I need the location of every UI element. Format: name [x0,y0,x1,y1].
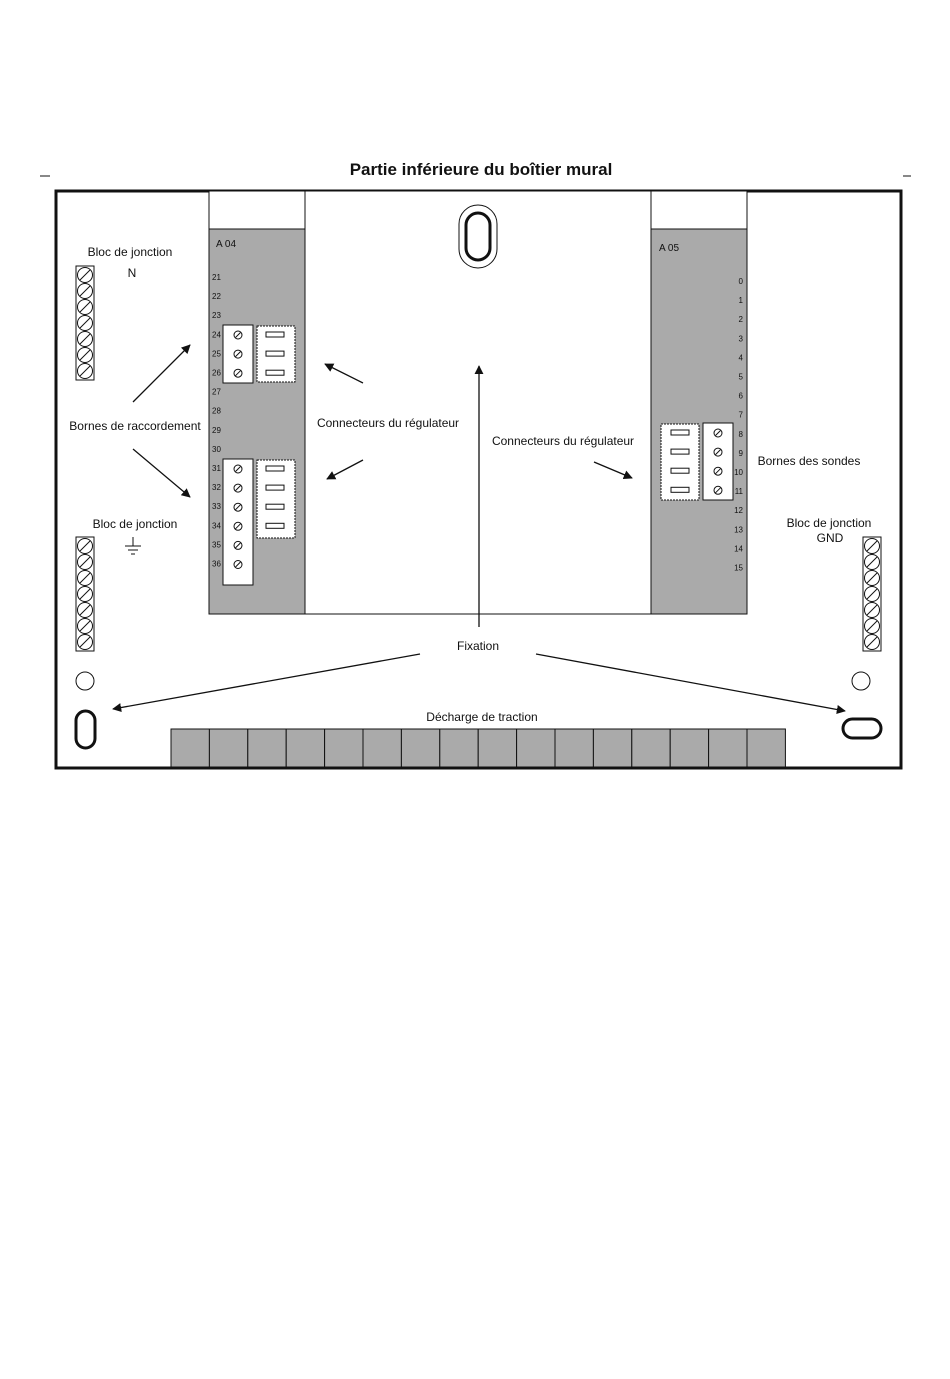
strain-relief-cell-11 [555,729,593,767]
a04-lower-plug-pin-4 [266,523,284,528]
a04-terminal-32: 32 [212,483,221,493]
jb-n-screw-6 [78,348,93,363]
label-bornes-raccordement: Bornes de raccordement [69,419,201,433]
fixing-slot-left [76,711,95,748]
a04-upper-plug-pin-2 [266,351,284,356]
a04-terminal-28: 28 [212,406,221,416]
jb-n-screw-4 [78,316,93,331]
jb-earth-screw-4 [78,587,93,602]
strain-relief-cell-7 [401,729,439,767]
a05-terminal-9: 9 [738,448,743,458]
a04-lower-screw-3 [234,503,242,511]
top-slot-hole [459,205,497,268]
jb-gnd-screw-4 [865,587,880,602]
a05-terminal-7: 7 [738,410,743,420]
module-a04 [209,191,305,614]
a05-terminal-1: 1 [738,296,743,306]
a04-upper-screw-3 [234,369,242,377]
a04-terminal-33: 33 [212,502,221,512]
a04-terminal-21: 21 [212,273,221,282]
strain-relief-cell-1 [171,729,209,767]
a04-upper-plug-pin-1 [266,332,284,337]
strain-relief-cell-13 [632,729,670,767]
jb-n-screw-5 [78,332,93,347]
label-connecteurs-right: Connecteurs du régulateur [491,434,635,448]
junction-block-earth [76,537,94,651]
a04-terminal-31: 31 [212,464,221,473]
a05-screw-2 [714,448,722,456]
jb-gnd-screw-7 [865,635,880,650]
jb-n-screw-3 [78,300,93,315]
a05-terminal-5: 5 [738,372,743,382]
a05-terminal-4: 4 [738,353,743,363]
strain-relief-cell-10 [517,729,555,767]
label-decharge-traction: Décharge de traction [426,710,538,724]
a05-screw-1 [714,429,722,437]
mounting-hole-right [852,672,870,690]
strain-relief-cell-6 [363,729,401,767]
a04-terminal-26: 26 [212,368,221,378]
jb-earth-screw-7 [78,635,93,650]
strain-relief-cells [171,729,785,767]
strain-relief-cell-3 [248,729,286,767]
a05-terminal-3: 3 [738,334,743,344]
a04-lower-screw-4 [234,522,242,530]
jb-earth-screw-5 [78,603,93,618]
strain-relief-cell-8 [440,729,478,767]
jb-gnd-screw-2 [865,555,880,570]
module-a05 [651,191,747,614]
jb-gnd-screw-1 [865,539,880,554]
junction-block-gnd [863,537,881,651]
a05-terminal-11: 11 [734,487,743,497]
jb-earth-screw-6 [78,619,93,634]
jb-gnd-screw-5 [865,603,880,618]
jb-earth-screw-2 [78,555,93,570]
strain-relief-cell-9 [478,729,516,767]
strain-relief-cell-14 [670,729,708,767]
jb-earth-screw-1 [78,539,93,554]
a05-terminal-14: 14 [734,544,743,554]
strain-relief-cell-2 [209,729,247,767]
a05-plug-pin-1 [671,430,689,435]
label-bloc-jonction-earth: Bloc de jonction [92,517,178,531]
a05-plug-pin-4 [671,487,689,492]
a05-terminal-13: 13 [734,525,743,535]
a04-terminal-35: 35 [212,540,221,550]
a04-upper-plug-pin-3 [266,370,284,375]
a05-terminal-0: 0 [738,277,743,286]
module-a05-label: A 05 [659,243,680,254]
a04-upper-screw-2 [234,350,242,358]
a05-plug-pin-3 [671,468,689,473]
jb-gnd-screw-6 [865,619,880,634]
label-bloc-jonction-gnd: Bloc de jonction [786,516,872,530]
a04-screws-upper [234,331,242,377]
mounting-hole-left [76,672,94,690]
strain-relief-cell-4 [286,729,324,767]
a04-terminal-34: 34 [212,521,221,531]
a04-terminal-22: 22 [212,292,221,302]
a04-lower-screw-5 [234,541,242,549]
a05-terminal-10: 10 [734,468,743,477]
label-bornes-sondes: Bornes des sondes [757,454,861,468]
a04-lower-plug-pin-1 [266,466,284,471]
label-n: N [127,266,137,280]
label-fixation: Fixation [456,639,500,653]
junction-block-n [76,266,94,380]
a04-terminal-24: 24 [212,330,221,340]
label-bloc-jonction-n: Bloc de jonction [87,245,173,259]
a05-terminal-8: 8 [738,429,743,439]
a04-lower-plug-pin-2 [266,485,284,490]
a05-terminal-2: 2 [738,315,743,325]
a05-screw-3 [714,467,722,475]
a04-terminal-36: 36 [212,559,221,569]
jb-n-screw-1 [78,268,93,283]
jb-n-screw-2 [78,284,93,299]
a05-terminal-6: 6 [738,391,743,401]
a04-lower-plug-pin-3 [266,504,284,509]
jb-n-screw-7 [78,364,93,379]
a05-terminal-12: 12 [734,506,743,516]
a04-terminal-29: 29 [212,425,221,435]
a05-plug-pin-2 [671,449,689,454]
strain-relief-cell-12 [593,729,631,767]
strain-relief-cell-16 [747,729,785,767]
a04-terminal-25: 25 [212,349,221,359]
a04-upper-screw-1 [234,331,242,339]
label-gnd: GND [816,531,844,545]
a04-terminal-23: 23 [212,311,221,321]
diagram-title: Partie inférieure du boîtier mural [349,160,613,179]
module-a04-label: A 04 [216,239,237,250]
a04-lower-screw-1 [234,465,242,473]
a04-lower-screw-2 [234,484,242,492]
strain-relief-cell-5 [325,729,363,767]
a04-terminal-30: 30 [212,444,221,454]
jb-earth-screw-3 [78,571,93,586]
label-connecteurs-left: Connecteurs du régulateur [316,416,460,430]
jb-gnd-screw-3 [865,571,880,586]
a05-terminal-15: 15 [734,563,743,573]
a05-screw-4 [714,486,722,494]
a04-terminal-27: 27 [212,387,221,397]
strain-relief-cell-15 [709,729,747,767]
fixing-slot-right [843,719,881,738]
a04-lower-screw-6 [234,561,242,569]
